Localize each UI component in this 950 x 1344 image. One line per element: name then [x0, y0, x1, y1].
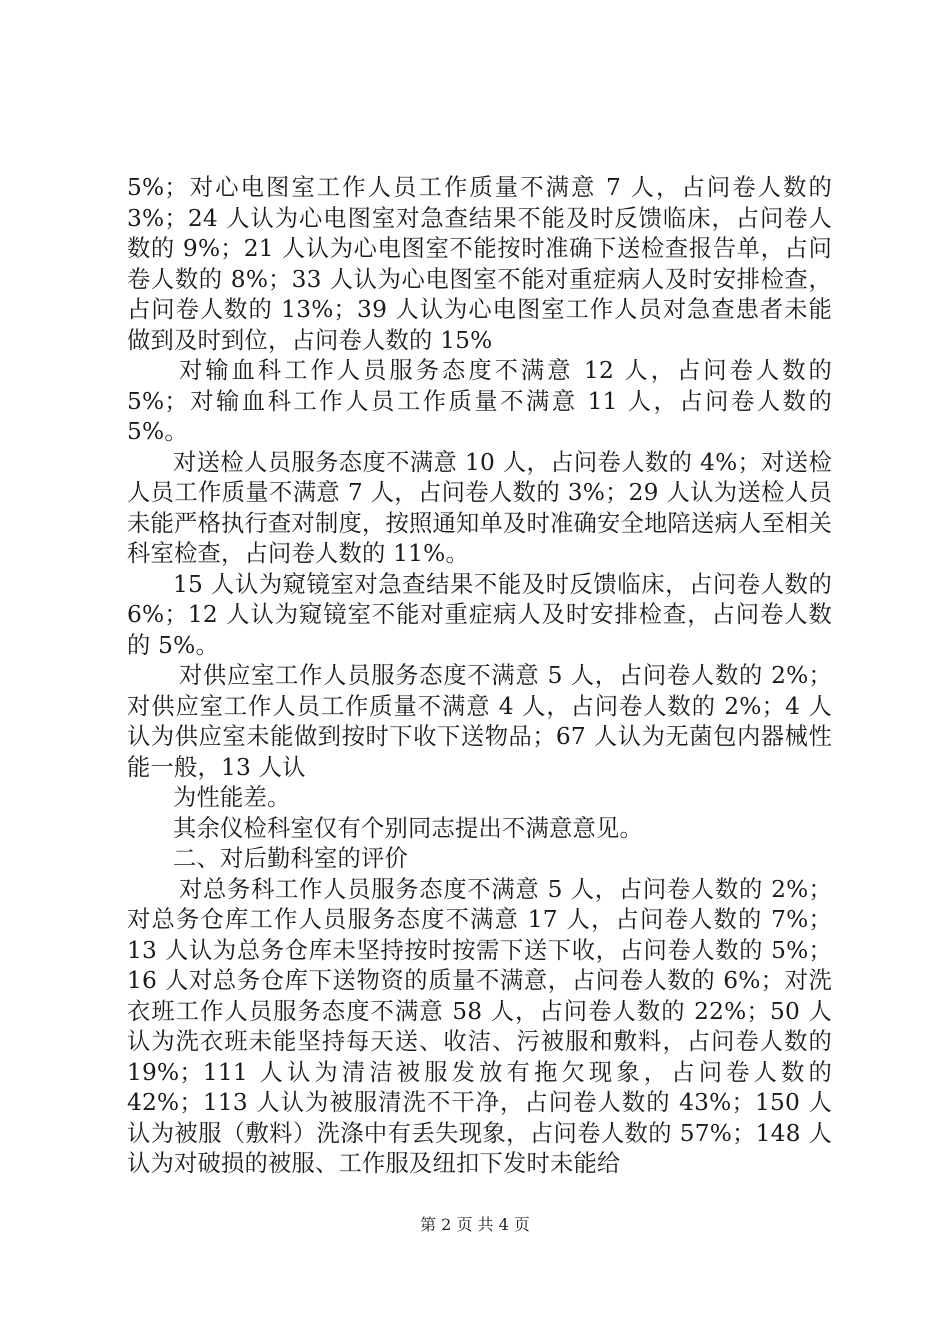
paragraph-blood-transfusion: 对输血科工作人员服务态度不满意 12 人，占问卷人数的 5%；对输血科工作人员工作质量不满意 11 人，占问卷人数的 5%。: [127, 357, 832, 445]
paragraph-specimen-delivery: 对送检人员服务态度不满意 10 人，占问卷人数的 4%；对送检人员工作质量不满意 7 人，占问卷人数的 3%；29 人认为送检人员未能严格执行查对制度，按照通知单及时准确安全地陪送病人至相关科室检查，占问卷人数的 11%。: [127, 448, 832, 567]
paragraph-supply-room: 对供应室工作人员服务态度不满意 5 人，占问卷人数的 2%；对供应室工作人员工作质量不满意 4 人，占问卷人数的 2%；4 人认为供应室未能做到按时下收下送物品；67 人认为无菌包内器械性能一般，13 人认: [127, 662, 832, 781]
paragraph-logistics: 对总务科工作人员服务态度不满意 5 人，占问卷人数的 2%；对总务仓库工作人员服务态度不满意 17 人，占问卷人数的 7%；13 人认为总务仓库未坚持按时按需下送下收，占问卷人数的 5%；16 人对总务仓库下送物资的质量不满意，占问卷人数的 6%；对洗衣班工作人员服务态度不满意 58 人，占问卷人数的 22%；50 人认为洗衣班未能坚持每天送、收洁、污被服和敷料，占问卷人数的 19%；111 人认为清洁被服发放有拖欠现象，占问卷人数的 42%；113 人认为被服清洗不干净，占问卷人数的 43%；150 人认为被服（敷料）洗涤中有丢失现象，占问卷人数的 57%；148 人认为对破损的被服、工作服及纽扣下发时未能给: [127, 875, 832, 1177]
document-body: [127, 173, 832, 1180]
section-heading-logistics: 二、对后勤科室的评价: [173, 845, 408, 872]
paragraph-ecg-room: 5%；对心电图室工作人员工作质量不满意 7 人，占问卷人数的 3%；24 人认为心电图室对急查结果不能及时反馈临床，占问卷人数的 9%；21 人认为心电图室不能按时准确下送检查报告单，占问卷人数的 8%；33 人认为心电图室不能对重症病人及时安排检查，占问卷人数的 13%；39 人认为心电图室工作人员对急查患者未能做到及时到位，占问卷人数的 15%: [127, 174, 832, 354]
page-footer: 第 2 页 共 4 页: [420, 1215, 530, 1234]
paragraph-other-departments: 其余仪检科室仅有个别同志提出不满意意见。: [173, 814, 643, 842]
paragraph-supply-room-cont: 为性能差。: [173, 784, 291, 811]
paragraph-endoscopy-room: 15 人认为窥镜室对急查结果不能及时反馈临床，占问卷人数的 6%；12 人认为窥镜室不能对重症病人及时安排检查，占问卷人数的 5%。: [127, 570, 832, 659]
